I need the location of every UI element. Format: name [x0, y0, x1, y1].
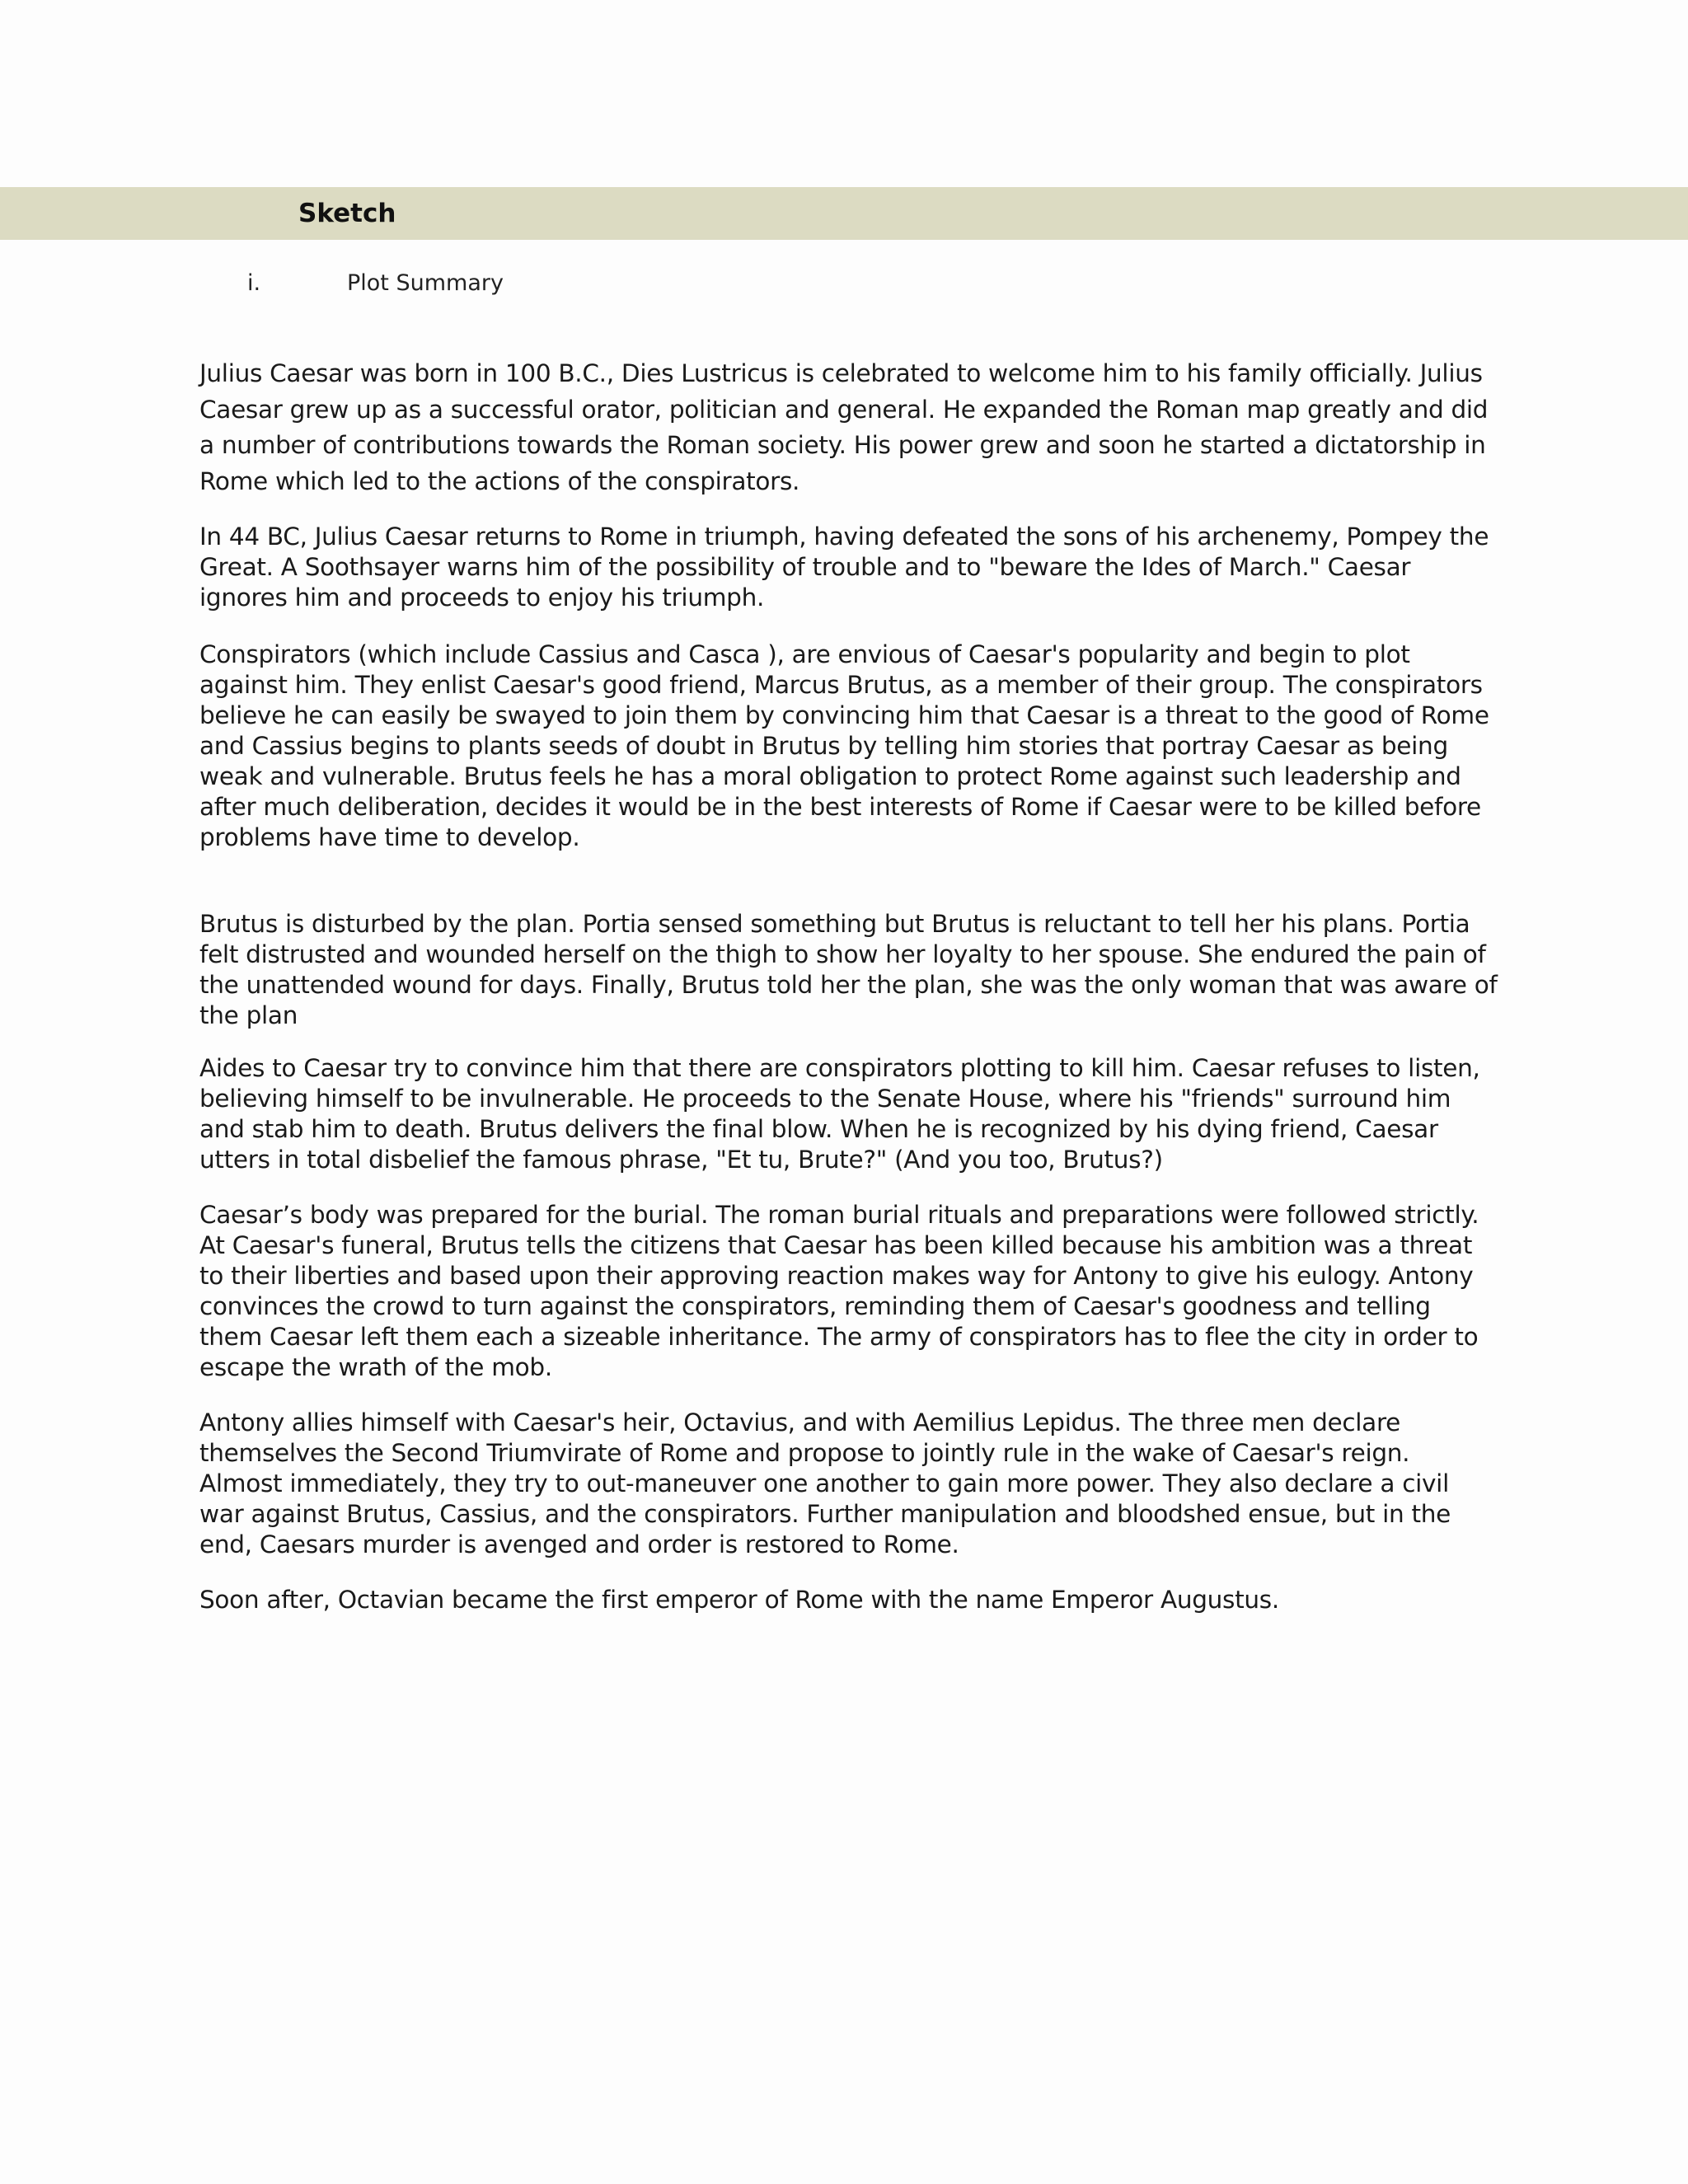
paragraph-funeral: Caesar’s body was prepared for the burial. The roman burial rituals and preparations were followed strictly. At Caesar's funeral, Brutus tells the citizens that Caesar has been killed because his ambition was a threat to their liberties and based upon their approving reaction makes way for Antony to give his eulogy. Antony convinces the crowd to turn against the conspirators, reminding them of Caesar's goodness and telling them Caesar left them each a sizeable inheritance. The army of conspirators has to flee the city in order to escape the wrath of the mob. — [199, 1201, 1479, 1381]
plot-summary-body — [199, 356, 1498, 1615]
section-header-band — [0, 187, 1688, 240]
section-title: Sketch — [298, 199, 396, 228]
paragraph-portia: Brutus is disturbed by the plan. Portia sensed something but Brutus is reluctant to tell her his plans. Portia felt distrusted and wounded herself on the thigh to show her loyalty to her spouse. She endured the pain of the unattended wound for days. Finally, Brutus told her the plan, she was the only woman that was aware of the plan — [199, 910, 1498, 1029]
paragraph-conspirators: Conspirators (which include Cassius and Casca ), are envious of Caesar's popularity and begin to plot against him. They enlist Caesar's good friend, Marcus Brutus, as a member of their group. The conspirators believe he can easily be swayed to join them by convincing him that Caesar is a threat to the good of Rome and Cassius begins to plants seeds of doubt in Brutus by telling him stories that portray Caesar as being weak and vulnerable. Brutus feels he has a moral obligation to protect Rome against such leadership and after much deliberation, decides it would be in the best interests of Rome if Caesar were to be killed before problems have time to develop. — [199, 640, 1489, 851]
paragraph-birth: Julius Caesar was born in 100 B.C., Dies Lustricus is celebrated to welcome him to his family officially. Julius Caesar grew up as a successful orator, politician and general. He expanded the Roman map greatly and did a number of contributions towards the Roman society. His power grew and soon he started a dictatorship in Rome which led to the actions of the conspirators. — [199, 359, 1489, 495]
paragraph-augustus: Soon after, Octavian became the first emperor of Rome with the name Emperor Augustus. — [199, 1586, 1279, 1614]
subheading-number: i. — [247, 270, 261, 296]
paragraph-triumvirate: Antony allies himself with Caesar's heir, Octavius, and with Aemilius Lepidus. The three men declare themselves the Second Triumvirate of Rome and propose to jointly rule in the wake of Caesar's reign. Almost immediately, they try to out-maneuver one another to gain more power. They also declare a civil war against Brutus, Cassius, and the conspirators. Further manipulation and bloodshed ensue, but in the end, Caesars murder is avenged and order is restored to Rome. — [199, 1408, 1451, 1558]
subheading-label: Plot Summary — [347, 270, 504, 296]
paragraph-triumph: In 44 BC, Julius Caesar returns to Rome in triumph, having defeated the sons of his archenemy, Pompey the Great. A Soothsayer warns him of the possibility of trouble and to "beware the Ides of March." Caesar ignores him and proceeds to enjoy his triumph. — [199, 523, 1489, 612]
paragraph-assassination: Aides to Caesar try to convince him that there are conspirators plotting to kill him. Caesar refuses to listen, believing himself to be invulnerable. He proceeds to the Senate House, where his "friends" surround him and stab him to death. Brutus delivers the final blow. When he is recognized by his dying friend, Caesar utters in total disbelief the famous phrase, "Et tu, Brute?" (And you too, Brutus?) — [199, 1054, 1480, 1174]
